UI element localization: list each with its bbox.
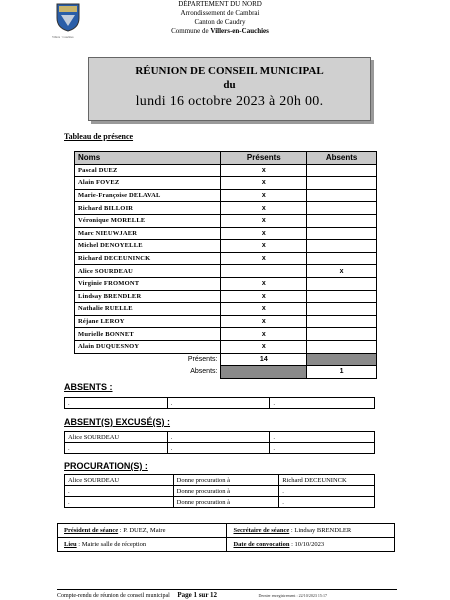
president-key: Président de séance bbox=[64, 527, 119, 534]
present-mark bbox=[221, 265, 307, 278]
excused-row bbox=[65, 443, 375, 454]
present-total-label: Présents: bbox=[187, 356, 218, 364]
member-row bbox=[75, 189, 377, 202]
member-row bbox=[75, 303, 377, 316]
page-footer bbox=[57, 591, 397, 599]
absents-cell: . bbox=[270, 398, 375, 409]
header-department: DÉPARTEMENT DU NORD bbox=[178, 0, 262, 8]
excused-cell: . bbox=[65, 443, 168, 454]
member-row bbox=[75, 202, 377, 215]
officers-row bbox=[58, 524, 395, 538]
member-name: Marc NIEUWJAER bbox=[75, 227, 221, 240]
excused-table bbox=[64, 431, 375, 454]
present-mark: x bbox=[221, 202, 307, 215]
place-value: : Mairie salle de réception bbox=[76, 541, 147, 548]
member-name: Alain DUQUESNOY bbox=[75, 340, 221, 353]
absents-cell: . bbox=[167, 398, 270, 409]
convocation-date-key: Date de convocation bbox=[233, 541, 290, 548]
absent-mark bbox=[307, 277, 377, 290]
excused-row bbox=[65, 432, 375, 443]
member-name: Richard BILLOIR bbox=[75, 202, 221, 215]
column-header-names: Noms bbox=[75, 152, 221, 165]
member-row bbox=[75, 265, 377, 278]
secretary-cell bbox=[227, 524, 395, 538]
proxy-relation: Donne procuration à bbox=[173, 486, 279, 497]
member-row bbox=[75, 240, 377, 253]
place-key: Lieu bbox=[64, 541, 77, 548]
absent-mark bbox=[307, 290, 377, 303]
present-mark: x bbox=[221, 315, 307, 328]
meeting-officers-table bbox=[57, 523, 395, 552]
presence-table bbox=[74, 151, 377, 379]
meeting-title: RÉUNION DE CONSEIL MUNICIPAL bbox=[135, 65, 324, 77]
present-mark: x bbox=[221, 252, 307, 265]
presence-header-row bbox=[75, 152, 377, 165]
secretary-value: : Lindsay BRENDLER bbox=[289, 527, 352, 534]
proxy-row bbox=[65, 486, 375, 497]
absent-total-label: Absents: bbox=[190, 368, 218, 376]
absent-mark bbox=[307, 202, 377, 215]
member-row bbox=[75, 315, 377, 328]
absent-total-filler bbox=[221, 366, 307, 379]
member-name: Alain FOVEZ bbox=[75, 177, 221, 190]
present-mark: x bbox=[221, 340, 307, 353]
absent-mark bbox=[307, 189, 377, 202]
presence-table-label: Tableau de présence bbox=[64, 132, 134, 141]
proxy-row bbox=[65, 475, 375, 486]
present-mark: x bbox=[221, 189, 307, 202]
column-header-present: Présents bbox=[221, 152, 307, 165]
secretary-key: Secrétaire de séance bbox=[233, 527, 290, 534]
meeting-title-du: du bbox=[223, 79, 236, 91]
excused-cell: Alice SOURDEAU bbox=[65, 432, 168, 443]
president-cell bbox=[58, 524, 227, 538]
member-name: Virginie FROMONT bbox=[75, 277, 221, 290]
proxy-receiver: Richard DECEUNINCK bbox=[279, 475, 375, 486]
excused-cell: . bbox=[270, 443, 375, 454]
member-name: Lindsay BRENDLER bbox=[75, 290, 221, 303]
absent-mark bbox=[307, 164, 377, 177]
proxy-giver: . bbox=[65, 486, 174, 497]
absents-cell: . bbox=[65, 398, 168, 409]
proxy-relation: Donne procuration à bbox=[173, 497, 279, 508]
document-header bbox=[120, 0, 320, 36]
member-row bbox=[75, 277, 377, 290]
absents-label: ABSENTS : bbox=[64, 382, 113, 392]
place-cell bbox=[58, 538, 227, 552]
member-name: Pascal DUEZ bbox=[75, 164, 221, 177]
commune-name: Villers-en-Cauchies bbox=[210, 27, 269, 35]
footer-document-title: Compte-rendu de réunion de conseil municipal bbox=[57, 593, 170, 599]
excused-cell: . bbox=[167, 443, 270, 454]
crest-caption: Villers · Cauchies bbox=[52, 35, 74, 39]
present-mark: x bbox=[221, 328, 307, 341]
absents-row bbox=[65, 398, 375, 409]
proxy-receiver: . bbox=[279, 486, 375, 497]
absent-mark bbox=[307, 340, 377, 353]
absent-mark bbox=[307, 328, 377, 341]
header-canton: Canton de Caudry bbox=[194, 18, 246, 26]
member-name: Marie-Françoise DELAVAL bbox=[75, 189, 221, 202]
member-row bbox=[75, 328, 377, 341]
meeting-date: lundi 16 octobre 2023 à 20h 00. bbox=[135, 94, 324, 109]
member-name: Murielle BONNET bbox=[75, 328, 221, 341]
meeting-title-box bbox=[88, 57, 371, 121]
present-mark: x bbox=[221, 303, 307, 316]
absent-mark bbox=[307, 177, 377, 190]
member-name: Richard DECEUNINCK bbox=[75, 252, 221, 265]
footer-page-number: Page 1 sur 12 bbox=[177, 591, 218, 599]
present-mark: x bbox=[221, 164, 307, 177]
member-row bbox=[75, 227, 377, 240]
present-mark: x bbox=[221, 277, 307, 290]
member-row bbox=[75, 340, 377, 353]
proxy-giver: . bbox=[65, 497, 174, 508]
proxy-row bbox=[65, 497, 375, 508]
absent-mark: x bbox=[307, 265, 377, 278]
absent-mark bbox=[307, 303, 377, 316]
member-name: Réjane LEROY bbox=[75, 315, 221, 328]
header-arrondissement: Arrondissement de Cambrai bbox=[180, 9, 260, 17]
present-mark: x bbox=[221, 240, 307, 253]
member-name: Alice SOURDEAU bbox=[75, 265, 221, 278]
president-value: : P. DUEZ, Maire bbox=[118, 527, 166, 534]
proxy-receiver: . bbox=[279, 497, 375, 508]
member-row bbox=[75, 214, 377, 227]
convocation-date-value: : 10/10/2023 bbox=[289, 541, 325, 548]
present-mark: x bbox=[221, 227, 307, 240]
present-total-row bbox=[75, 353, 377, 366]
commune-crest-logo bbox=[55, 2, 81, 32]
place-date-row bbox=[58, 538, 395, 552]
excused-cell: . bbox=[167, 432, 270, 443]
excused-label: ABSENT(S) EXCUSÉ(S) : bbox=[64, 417, 171, 427]
present-mark: x bbox=[221, 290, 307, 303]
present-total-filler bbox=[307, 353, 377, 366]
absents-table bbox=[64, 397, 375, 409]
member-row bbox=[75, 177, 377, 190]
member-row bbox=[75, 252, 377, 265]
absent-mark bbox=[307, 214, 377, 227]
footer-last-saved: Dernier enregistrement : 22/10/2023 15:17 bbox=[258, 593, 327, 598]
absent-mark bbox=[307, 240, 377, 253]
proxies-table bbox=[64, 474, 375, 508]
member-row bbox=[75, 290, 377, 303]
member-name: Nathalie RUELLE bbox=[75, 303, 221, 316]
header-commune: Commune de Villers-en-Cauchies bbox=[171, 27, 269, 35]
present-mark: x bbox=[221, 177, 307, 190]
proxy-relation: Donne procuration à bbox=[173, 475, 279, 486]
proxies-label: PROCURATION(S) : bbox=[64, 461, 148, 471]
absent-total-value: 1 bbox=[307, 366, 377, 379]
absent-mark bbox=[307, 252, 377, 265]
present-total-value: 14 bbox=[221, 353, 307, 366]
column-header-absent: Absents bbox=[307, 152, 377, 165]
excused-cell: . bbox=[270, 432, 375, 443]
member-name: Véronique MORELLE bbox=[75, 214, 221, 227]
proxy-giver: Alice SOURDEAU bbox=[65, 475, 174, 486]
member-name: Michel DENOYELLE bbox=[75, 240, 221, 253]
present-mark: x bbox=[221, 214, 307, 227]
convocation-date-cell bbox=[227, 538, 395, 552]
absent-total-row bbox=[75, 366, 377, 379]
absent-mark bbox=[307, 227, 377, 240]
absent-mark bbox=[307, 315, 377, 328]
footer-rule bbox=[57, 589, 397, 590]
member-row bbox=[75, 164, 377, 177]
